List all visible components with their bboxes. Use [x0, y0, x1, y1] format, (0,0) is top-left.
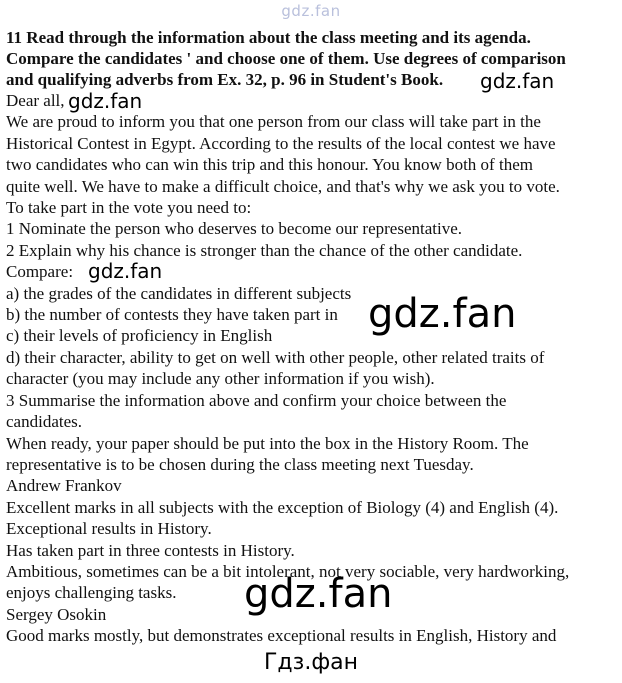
heading-line: Compare the candidates ' and choose one of them. Use degrees of comparison — [6, 49, 566, 68]
body-line: d) their character, ability to get on well with other people, other related traits of — [6, 347, 545, 367]
body-line: quite well. We have to make a difficult choice, and that's why we ask you to vote. — [6, 176, 560, 196]
body-line: two candidates who can win this trip and this honour. You know both of them — [6, 155, 533, 175]
body-line: When ready, your paper should be put into the box in the History Room. The — [6, 433, 529, 453]
body-line: a) the grades of the candidates in different subjects — [6, 283, 352, 303]
candidate-name: Andrew Frankov — [6, 476, 122, 496]
body-line: Compare: — [6, 262, 74, 282]
body-line: Has taken part in three contests in History. — [6, 540, 295, 560]
candidate-name: Sergey Osokin — [6, 604, 107, 624]
watermark-dear: gdz.fan — [68, 89, 143, 113]
body-line: Ambitious, sometimes can be a bit intolerant, not very sociable, very hardworking, — [6, 561, 570, 581]
body-line: b) the number of contests they have taken part in — [6, 305, 338, 325]
body-line: 2 Explain why his chance is stronger than the chance of the other candidate. — [6, 240, 523, 260]
body-line: Excellent marks in all subjects with the exception of Biology (4) and English (4). — [6, 497, 559, 517]
body-line: candidates. — [6, 412, 82, 432]
body-line: 1 Nominate the person who deserves to become our representative. — [6, 219, 463, 239]
body-line: 3 Summarise the information above and confirm your choice between the — [6, 390, 507, 410]
heading-line: and qualifying adverbs from Ex. 32, p. 96 in Student's Book. — [6, 70, 444, 89]
watermark-large: gdz.fan — [244, 571, 393, 617]
watermark-compare: gdz.fan — [88, 259, 163, 283]
body-line: To take part in the vote you need to: — [6, 198, 252, 218]
body-line: c) their levels of proficiency in English — [6, 326, 273, 346]
body-line: Historical Contest in Egypt. According to the results of the local contest we have — [6, 133, 556, 153]
body-line: Dear all, — [6, 91, 65, 110]
body-line: Exceptional results in History. — [6, 519, 212, 539]
body-line: We are proud to inform you that one person from our class will take part in the — [6, 112, 541, 132]
watermark-bottom: Гдз.фан — [264, 650, 358, 675]
body-line: character (you may include any other information if you wish). — [6, 369, 435, 389]
body-line: representative is to be chosen during the class meeting next Tuesday. — [6, 454, 474, 474]
watermark-large: gdz.fan — [368, 291, 517, 337]
body-line: Good marks mostly, but demonstrates exceptional results in English, History and — [6, 626, 557, 646]
watermark-heading: gdz.fan — [480, 69, 555, 93]
letter-body — [6, 90, 618, 647]
heading-line: 11 Read through the information about the class meeting and its agenda. — [6, 28, 531, 47]
body-line: enjoys challenging tasks. — [6, 583, 177, 603]
watermark-top: gdz.fan — [281, 2, 341, 20]
